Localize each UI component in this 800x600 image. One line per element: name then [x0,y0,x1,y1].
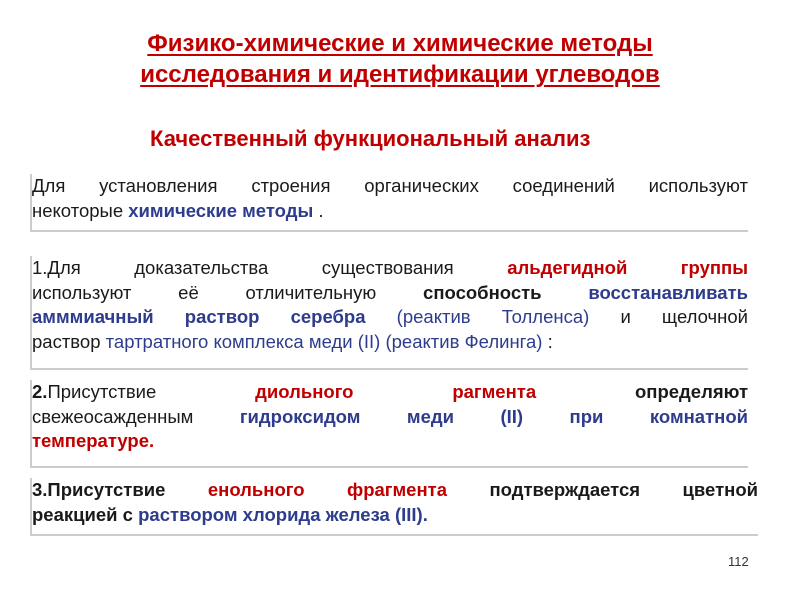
intro-highlight: химические методы [128,199,314,221]
p2-line-1 [32,380,748,405]
p1-line-2 [32,281,748,306]
p1-text-end: : [542,330,553,352]
intro-text: некоторые [32,199,129,221]
fehling-reagent: тартратного комплекса меди (II) (реактив Фелинга) [105,330,543,352]
intro-line-2 [32,199,748,224]
enol-fragment-term: енольного фрагмента [207,479,447,500]
section-heading: Качественный функциональный анализ [150,126,591,151]
intro-paragraph [30,174,748,232]
reduce-term: восстанавливать [588,281,749,303]
title-line-1: Физико-химические и химические методы [147,30,653,57]
intro-line-1: Для установления строения органических соединений используют [32,175,748,196]
p1-text: 1.Для доказательства существования [32,257,508,278]
p1-line-4 [32,330,748,355]
p1-line-3 [32,305,748,330]
page-number: 112 [728,554,749,569]
p1-text: и щелочной [589,306,748,327]
p3-text: подтверждается цветной [447,479,758,500]
intro-text-end: . [313,199,324,221]
p2-text: Присутствие [47,381,256,402]
p1-line-1 [32,256,748,281]
paragraph-2 [30,380,748,468]
p3-line-1 [32,478,758,503]
p3-text: реакцией с [32,503,139,525]
iron-chloride-term: раствором хлорида железа (III). [138,503,428,525]
p1-space [542,282,589,303]
paragraph-1 [30,256,748,370]
tollens-reagent: (реактив Толленса) [365,306,590,327]
copper-hydroxide-term: гидроксидом меди (II) при комнатной [239,405,749,427]
p2-line-2 [32,405,748,430]
p2-text: свежеосажденным [32,405,240,427]
p3-line-2 [32,503,758,528]
diol-fragment-term: диольного рагмента [255,381,537,402]
p2-number: 2. [32,381,48,402]
p2-line-3: температуре. [32,430,155,451]
p2-text-bold: определяют [536,381,749,402]
p3-text: 3.Присутствие [32,479,208,500]
aldehyde-group-term: альдегидной группы [507,257,749,278]
paragraph-3 [30,478,758,536]
p1-text: раствор [32,330,106,352]
title-line-2: исследования и идентификации углеводов [140,61,660,88]
silver-solution-term: амммиачный раствор серебра [32,306,366,327]
slide-title [40,28,760,90]
p1-text: используют её отличительную [32,281,424,303]
ability-term: способность [423,281,542,303]
